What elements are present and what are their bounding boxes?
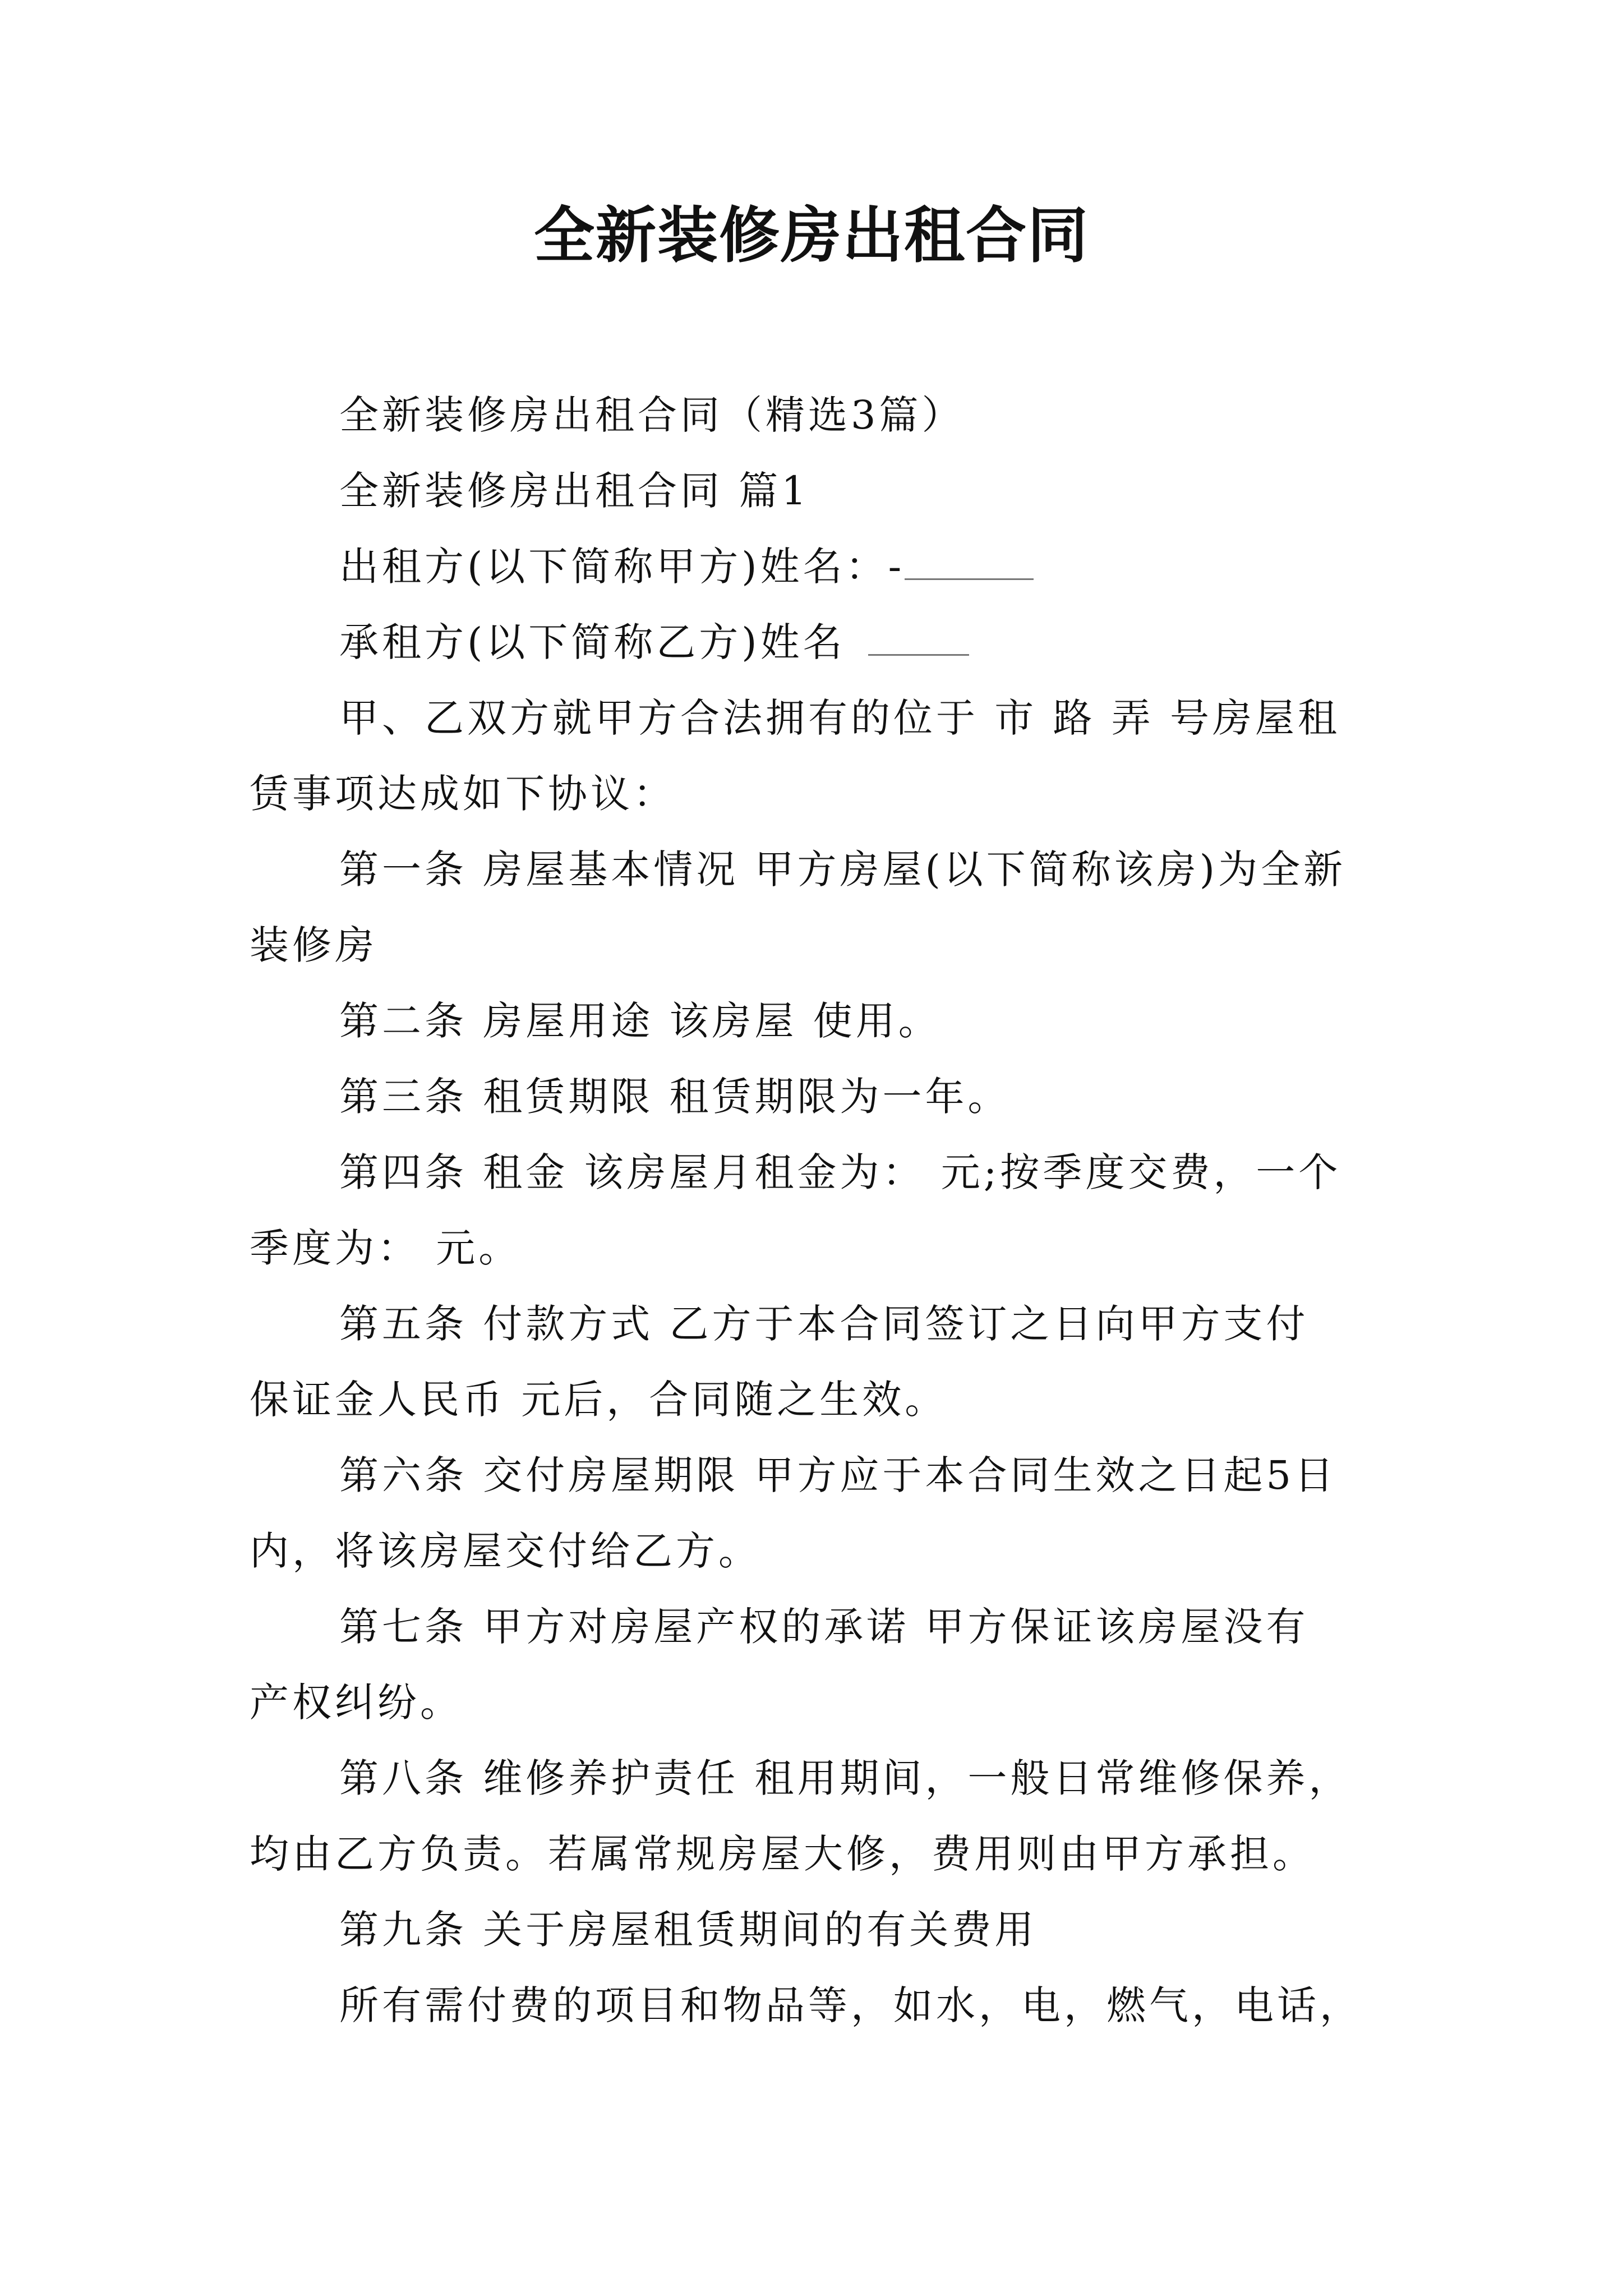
subtitle-line: 全新装修房出租合同（精选3篇） <box>339 392 965 438</box>
lessee-name-line <box>250 614 1539 670</box>
article-7-line: 产权纠纷。 <box>250 1680 463 1726</box>
article-6-line: 第六条 交付房屋期限 甲方应于本合同生效之日起5日 <box>339 1452 1338 1498</box>
article-3-line: 第三条 租赁期限 租赁期限为一年。 <box>339 1074 1011 1120</box>
lessee-name-label: 承租方(以下简称乙方)姓名 <box>339 619 846 665</box>
lessor-name-label: 出租方(以下简称甲方)姓名：- <box>339 544 905 590</box>
article-9-line: 所有需付费的项目和物品等，如水，电，燃气，电话， <box>339 1982 1362 2028</box>
lessor-name-line <box>250 539 1539 595</box>
lessor-name-blank <box>905 539 1034 580</box>
article-6-line: 内，将该房屋交付给乙方。 <box>250 1528 761 1574</box>
article-8-line: 均由乙方负责。若属常规房屋大修，费用则由甲方承担。 <box>250 1831 1315 1877</box>
article-2-line: 第二条 房屋用途 该房屋 使用。 <box>339 998 941 1044</box>
paragraph-line: 甲、乙双方就甲方合法拥有的位于 市 路 弄 号房屋租 <box>339 695 1341 741</box>
article-5-line: 保证金人民币 元后，合同随之生效。 <box>250 1377 948 1423</box>
article-1-line: 第一条 房屋基本情况 甲方房屋(以下简称该房)为全新 <box>339 846 1347 892</box>
document-title: 全新装修房出租合同 <box>533 200 1089 271</box>
article-1-line: 装修房 <box>250 922 377 968</box>
lessee-name-blank <box>868 615 969 656</box>
paragraph-line: 赁事项达成如下协议： <box>250 771 676 817</box>
article-4-line: 季度为： 元。 <box>250 1225 522 1271</box>
article-9-line: 第九条 关于房屋租赁期间的有关费用 <box>339 1907 1038 1953</box>
article-7-line: 第七条 甲方对房屋产权的承诺 甲方保证该房屋没有 <box>339 1604 1309 1650</box>
article-5-line: 第五条 付款方式 乙方于本合同签订之日向甲方支付 <box>339 1301 1309 1347</box>
section-heading: 全新装修房出租合同 篇1 <box>339 468 810 514</box>
article-8-line: 第八条 维修养护责任 租用期间，一般日常维修保养， <box>339 1755 1352 1801</box>
article-4-line: 第四条 租金 该房屋月租金为： 元;按季度交费，一个 <box>339 1149 1341 1195</box>
